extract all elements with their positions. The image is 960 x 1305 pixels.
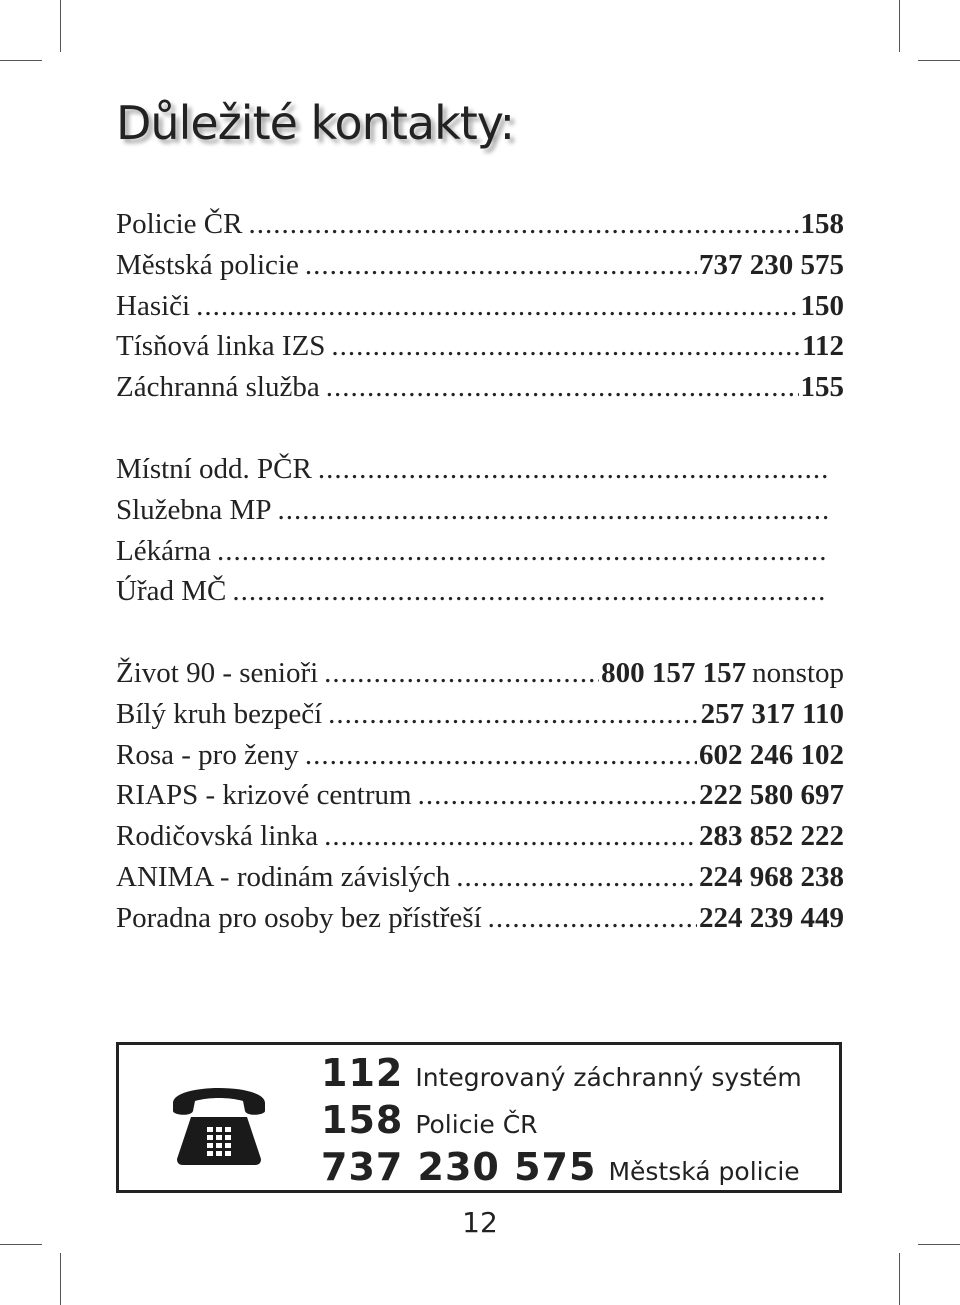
list-item bbox=[116, 286, 844, 327]
crop-mark bbox=[60, 1253, 61, 1305]
dot-leader bbox=[324, 653, 599, 694]
emergency-numbers bbox=[321, 1051, 802, 1192]
contact-label: Úřad MČ bbox=[116, 575, 227, 608]
contact-label: Místní odd. PČR bbox=[116, 453, 312, 485]
list-item bbox=[321, 1145, 802, 1192]
dot-leader bbox=[305, 245, 697, 286]
emergency-number: 737 230 575 bbox=[321, 1145, 597, 1189]
emergency-number: 112 bbox=[321, 1051, 404, 1095]
page-number: 12 bbox=[462, 1206, 498, 1239]
dot-leader bbox=[318, 449, 828, 490]
list-item bbox=[321, 1051, 802, 1098]
contact-label: Lékárna bbox=[116, 534, 211, 567]
contact-label: Poradna pro osoby bez přístřeší bbox=[116, 901, 482, 934]
crop-mark bbox=[0, 60, 42, 61]
list-item bbox=[116, 367, 844, 408]
list-item bbox=[116, 326, 844, 367]
contact-note: nonstop bbox=[752, 657, 844, 689]
contact-label: Služebna MP bbox=[116, 493, 272, 526]
dot-leader bbox=[326, 367, 799, 408]
list-item bbox=[116, 571, 836, 612]
contact-label: ANIMA - rodinám závislých bbox=[116, 860, 451, 893]
contact-number: 158 bbox=[800, 208, 844, 240]
page-title: Důležité kontakty: bbox=[116, 96, 515, 150]
contact-number: 737 230 575 bbox=[699, 248, 844, 281]
contact-label: Bílý kruh bezpečí bbox=[116, 697, 323, 730]
contact-label: Tísňová linka IZS bbox=[116, 330, 326, 363]
contact-number: 155 bbox=[800, 371, 844, 404]
list-item bbox=[116, 694, 844, 735]
contact-label: RIAPS - krizové centrum bbox=[116, 779, 412, 812]
contact-number: 222 580 697 bbox=[699, 779, 844, 812]
crop-mark bbox=[60, 0, 61, 52]
crop-mark bbox=[918, 60, 960, 61]
contact-number: 224 239 449 bbox=[699, 901, 844, 934]
list-item bbox=[116, 490, 836, 531]
dot-leader bbox=[331, 326, 800, 367]
contact-number: 800 157 157 bbox=[601, 657, 747, 689]
list-item bbox=[116, 531, 836, 572]
emergency-list bbox=[116, 204, 844, 408]
list-item bbox=[116, 816, 844, 857]
contact-number: 112 bbox=[802, 330, 844, 363]
emergency-label: Integrovaný záchranný systém bbox=[415, 1063, 802, 1092]
crop-mark bbox=[918, 1244, 960, 1245]
contact-label: Rodičovská linka bbox=[116, 820, 319, 853]
contact-label: Policie ČR bbox=[116, 208, 243, 240]
list-item bbox=[116, 449, 836, 490]
list-item bbox=[116, 245, 844, 286]
emergency-label: Městská policie bbox=[608, 1157, 800, 1186]
list-item bbox=[116, 204, 844, 245]
dot-leader bbox=[217, 531, 828, 572]
list-item bbox=[116, 653, 844, 694]
dot-leader bbox=[418, 775, 697, 816]
contact-number: 283 852 222 bbox=[699, 820, 844, 853]
contact-number: 224 968 238 bbox=[699, 860, 844, 893]
contact-label: Hasiči bbox=[116, 289, 191, 322]
contact-number: 150 bbox=[800, 289, 844, 322]
local-contacts-list bbox=[116, 449, 836, 612]
list-item bbox=[321, 1098, 802, 1145]
contact-number: 257 317 110 bbox=[700, 697, 844, 730]
list-item bbox=[116, 898, 844, 939]
dot-leader bbox=[232, 571, 828, 612]
dot-leader bbox=[277, 490, 828, 531]
dot-leader bbox=[248, 204, 798, 245]
list-item bbox=[116, 735, 844, 776]
emergency-box bbox=[116, 1042, 842, 1193]
contact-label: Městská policie bbox=[116, 248, 299, 281]
telephone-icon bbox=[169, 1073, 269, 1169]
list-item bbox=[116, 775, 844, 816]
dot-leader bbox=[488, 898, 697, 939]
dot-leader bbox=[305, 735, 697, 776]
crop-mark bbox=[0, 1244, 42, 1245]
contact-label: Rosa - pro ženy bbox=[116, 738, 299, 771]
dot-leader bbox=[196, 286, 798, 327]
dot-leader bbox=[456, 857, 697, 898]
dot-leader bbox=[324, 816, 697, 857]
contact-label: Život 90 - senioři bbox=[116, 657, 319, 689]
crop-mark bbox=[899, 1253, 900, 1305]
helplines-list bbox=[116, 653, 844, 939]
emergency-label: Policie ČR bbox=[415, 1110, 538, 1139]
list-item bbox=[116, 857, 844, 898]
dot-leader bbox=[328, 694, 698, 735]
contact-label: Záchranná služba bbox=[116, 371, 320, 404]
contact-number: 602 246 102 bbox=[699, 738, 844, 771]
crop-mark bbox=[899, 0, 900, 52]
emergency-number: 158 bbox=[321, 1098, 404, 1142]
